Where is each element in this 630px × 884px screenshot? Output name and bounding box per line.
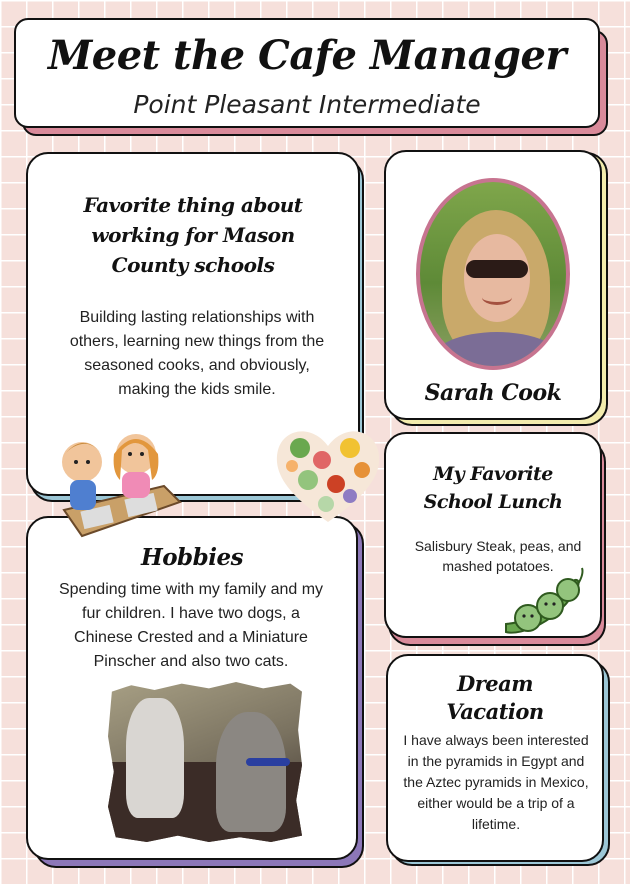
pea-pod-icon [500, 566, 588, 640]
dream-heading [388, 670, 602, 726]
favorite-heading-line: working for Mason [91, 223, 295, 247]
page-title: Meet the Cafe Manager [47, 32, 567, 79]
profile-name: Sarah Cook [424, 380, 562, 406]
lunch-body: Salisbury Steak, peas, and mashed potatoes. [414, 538, 582, 574]
favorite-heading-line: Favorite thing about [83, 193, 303, 217]
dream-heading-line: Dream [457, 671, 533, 696]
dream-body: I have always been interested in the pyramids in Egypt and the Aztec pyramids in Mexico, either would be a trip of a lifetime. [403, 732, 589, 832]
favorite-heading [58, 190, 328, 280]
dream-heading-line: Vacation [446, 699, 544, 724]
header-banner [14, 18, 600, 128]
lunch-heading-line: My Favorite [433, 463, 553, 485]
lunch-heading-line: School Lunch [423, 491, 563, 513]
profile-photo [416, 178, 570, 370]
profile-card [384, 150, 602, 420]
kids-lunch-tray-icon [52, 424, 182, 542]
favorite-heading-line: County schools [111, 253, 275, 277]
lunch-heading [404, 460, 582, 516]
page-subtitle: Point Pleasant Intermediate [133, 90, 481, 119]
favorite-body: Building lasting relationships with others, learning new things from the seasoned cooks, and obviously, making the kids smile. [69, 309, 325, 398]
hobbies-body: Spending time with my family and my fur children. I have two dogs, a Chinese Crested and a Miniature Pinscher and also two cats. [58, 581, 324, 670]
dream-card [386, 654, 604, 862]
hobbies-heading: Hobbies [140, 544, 244, 571]
dogs-photo [108, 682, 302, 842]
vegetables-heart-icon [270, 418, 386, 528]
